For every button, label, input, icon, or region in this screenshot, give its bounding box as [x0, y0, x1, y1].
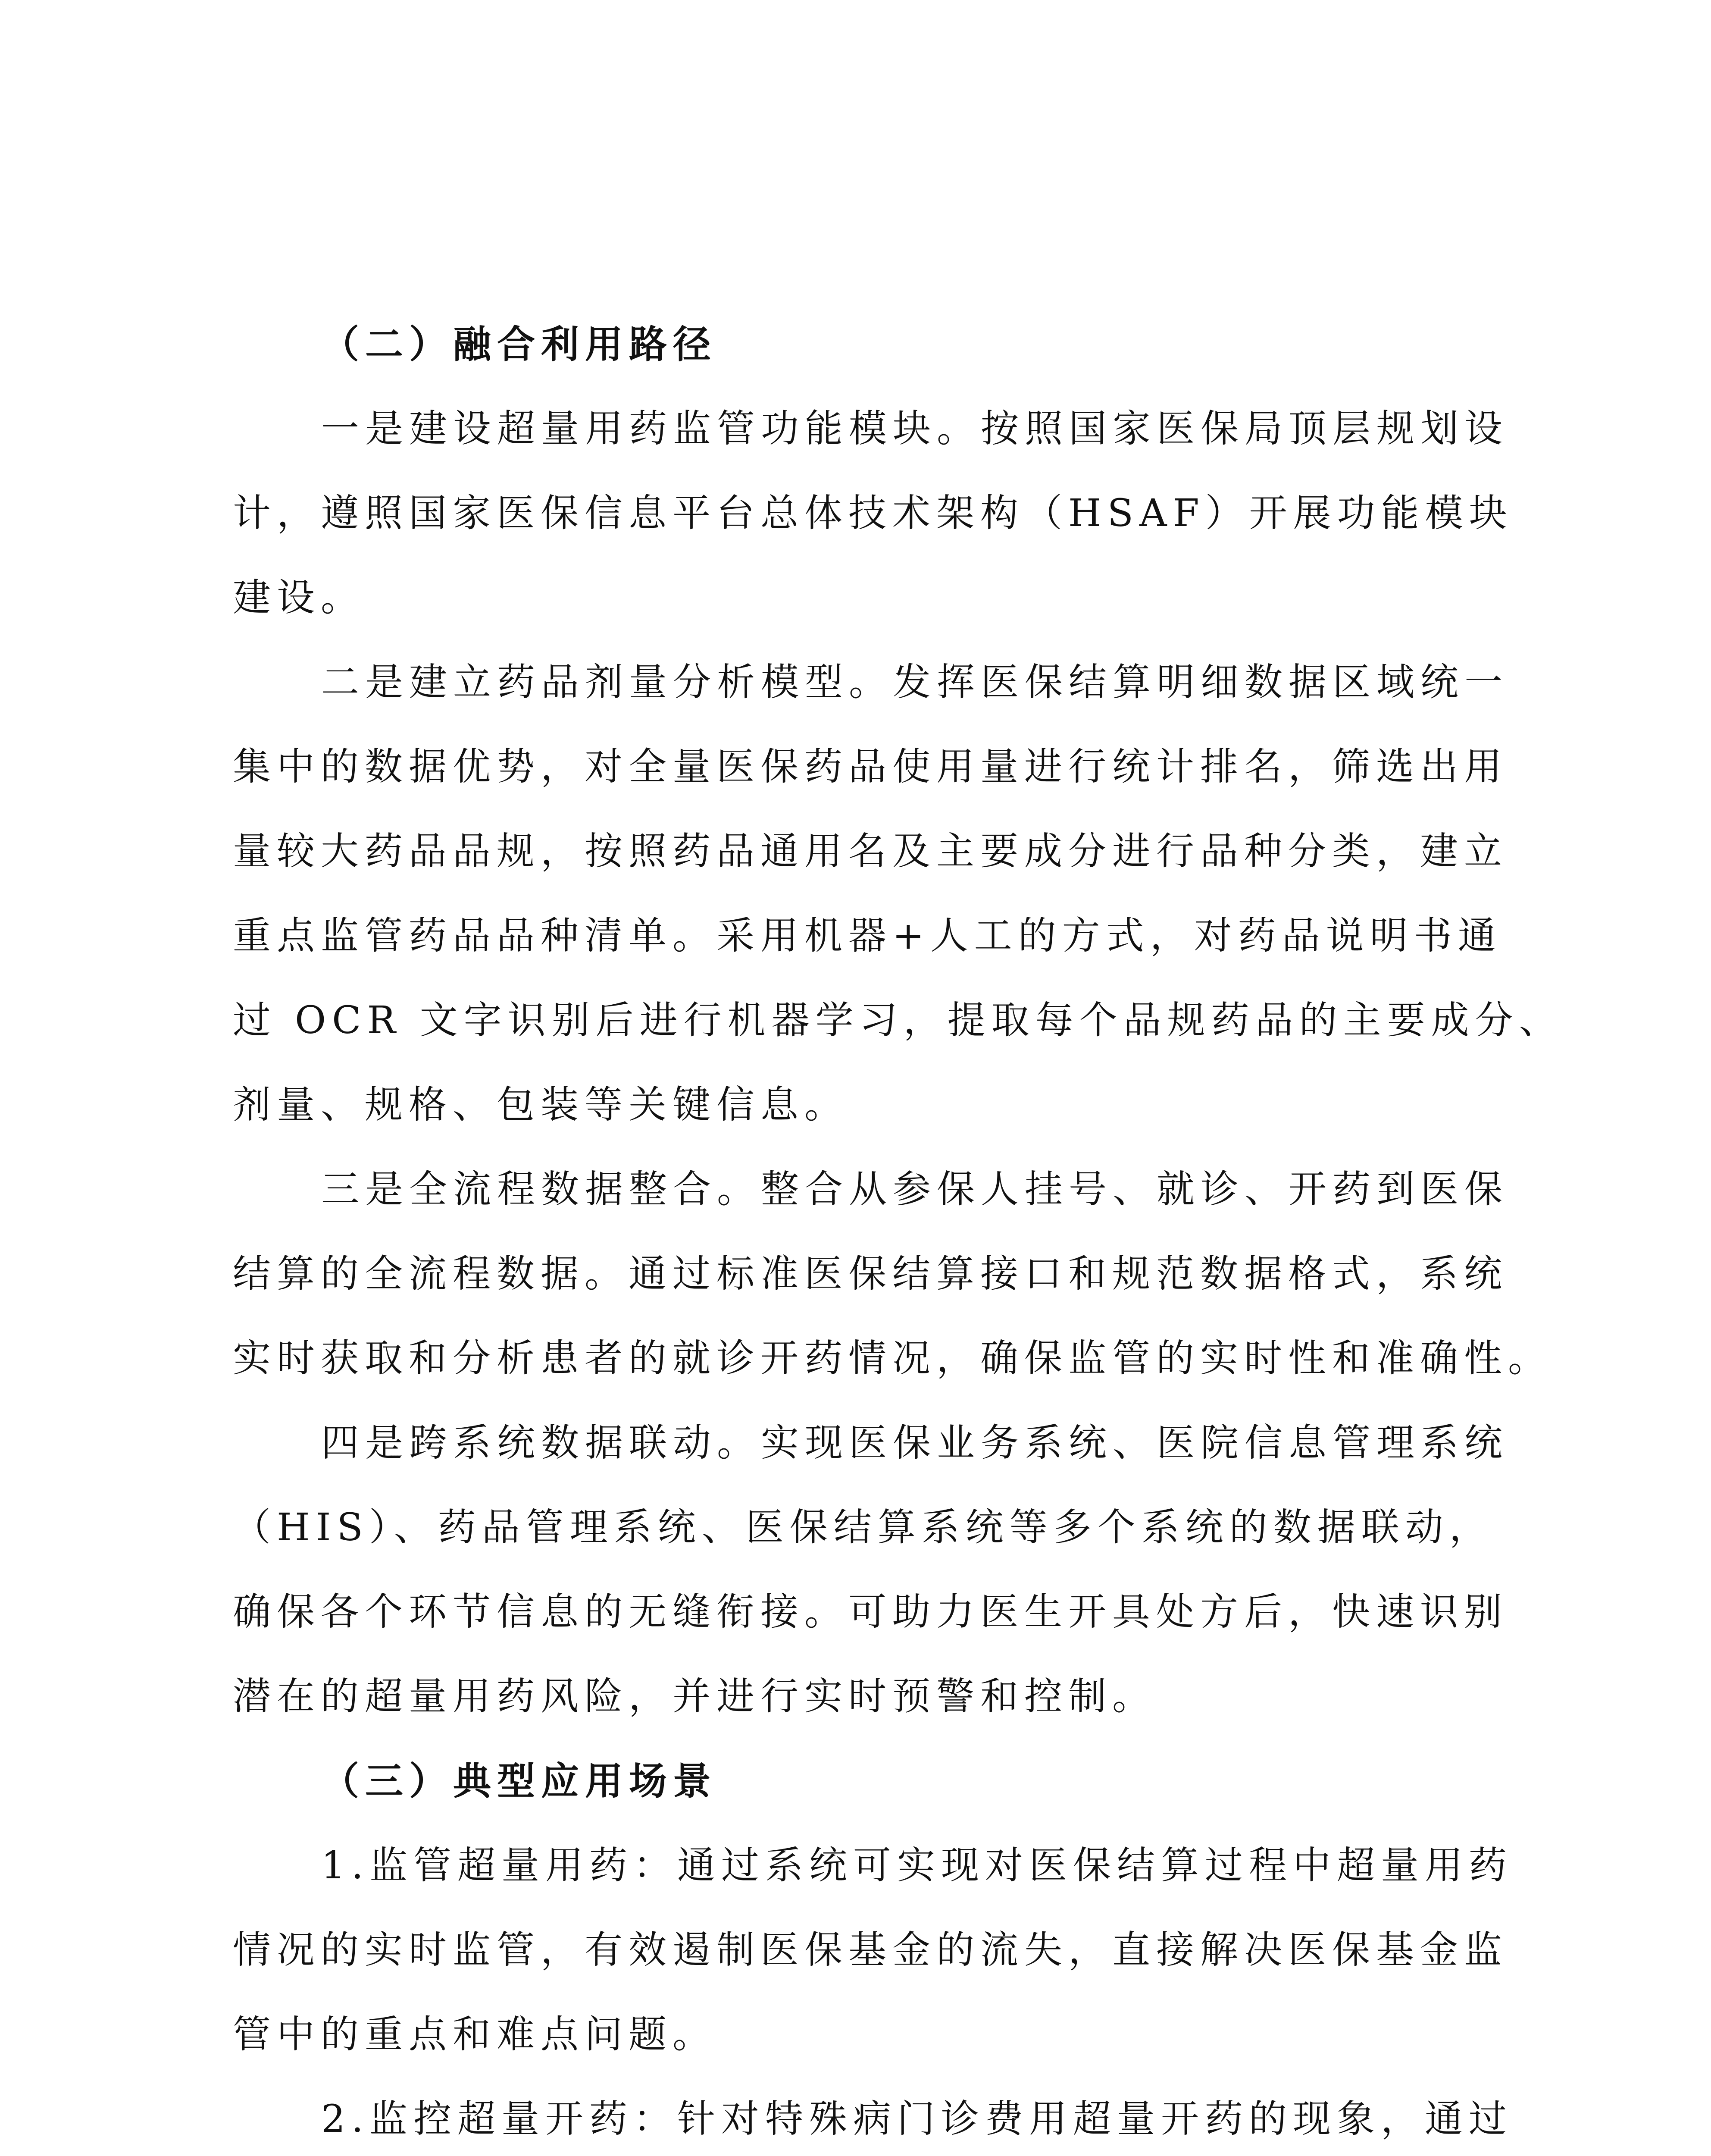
paragraph-line: 一是建设超量用药监管功能模块。按照国家医保局顶层规划设 — [321, 406, 1509, 451]
paragraph-line: 管中的重点和难点问题。 — [233, 2012, 717, 2056]
paragraph-line: 重点监管药品品种清单。采用机器+人工的方式，对药品说明书通 — [233, 913, 1502, 958]
paragraph-line: 集中的数据优势，对全量医保药品使用量进行统计排名，筛选出用 — [233, 744, 1508, 789]
paragraph-line: 确保各个环节信息的无缝衔接。可助力医生开具处方后，快速识别 — [233, 1589, 1508, 1634]
paragraph-line: 结算的全流程数据。通过标准医保结算接口和规范数据格式，系统 — [233, 1251, 1508, 1296]
paragraph-line: 潜在的超量用药风险，并进行实时预警和控制。 — [233, 1674, 1157, 1718]
paragraph-line: 1.监管超量用药：通过系统可实现对医保结算过程中超量用药 — [321, 1843, 1513, 1887]
paragraph-line: 建设。 — [233, 575, 365, 620]
paragraph-line: 过 OCR 文字识别后进行机器学习，提取每个品规药品的主要成分、 — [233, 998, 1563, 1042]
paragraph-line: 实时获取和分析患者的就诊开药情况，确保监管的实时性和准确性。 — [233, 1336, 1552, 1380]
section-heading-3: （三）典型应用场景 — [321, 1758, 717, 1803]
paragraph-line: （HIS）、药品管理系统、医保结算系统等多个系统的数据联动， — [233, 1505, 1493, 1549]
body-text — [233, 302, 1563, 2156]
paragraph-line: 情况的实时监管，有效遏制医保基金的流失，直接解决医保基金监 — [233, 1927, 1508, 1972]
paragraph-line: 计，遵照国家医保信息平台总体技术架构（HSAF）开展功能模块 — [233, 491, 1513, 535]
paragraph-line: 2.监控超量开药：针对特殊病门诊费用超量开药的现象，通过 — [321, 2096, 1513, 2141]
paragraph-line: 剂量、规格、包装等关键信息。 — [233, 1082, 849, 1127]
paragraph-line: 四是跨系统数据联动。实现医保业务系统、医院信息管理系统 — [321, 1420, 1509, 1465]
paragraph-line: 三是全流程数据整合。整合从参保人挂号、就诊、开药到医保 — [321, 1167, 1509, 1211]
paragraph-line: 二是建立药品剂量分析模型。发挥医保结算明细数据区域统一 — [321, 660, 1509, 704]
section-heading-2: （二）融合利用路径 — [321, 322, 717, 367]
paragraph-line: 量较大药品品规，按照药品通用名及主要成分进行品种分类，建立 — [233, 829, 1508, 873]
